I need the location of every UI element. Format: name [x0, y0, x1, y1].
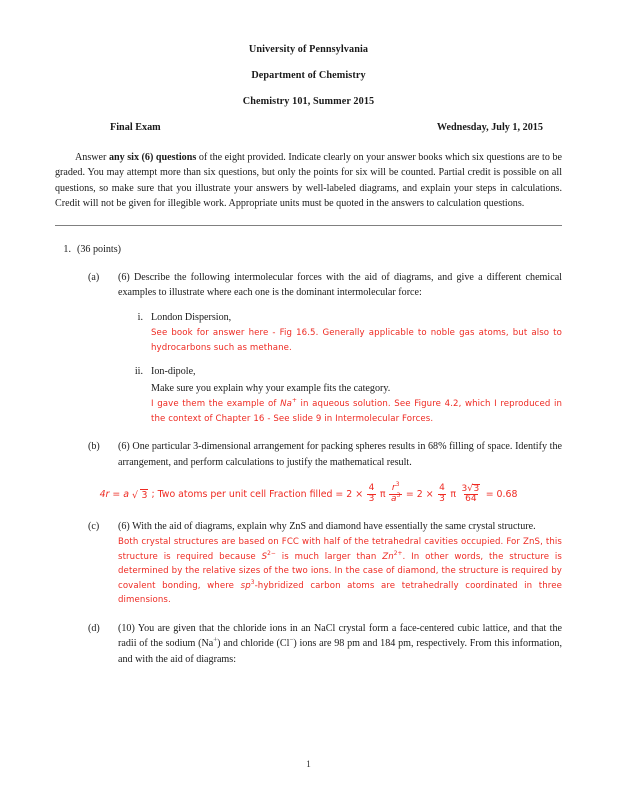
document-header [55, 44, 562, 138]
hybridization-exponent: 3 [250, 580, 255, 587]
eq-pi-2: π [450, 489, 456, 501]
part-a-subpart-i [118, 310, 562, 356]
zinc-ion-charge: 2+ [393, 550, 403, 557]
part-c-points: (6) [118, 520, 130, 532]
instructions-emphasis: any six (6) questions [108, 152, 197, 163]
question-block-1 [55, 242, 562, 668]
subpart-i-label: i. [137, 311, 143, 323]
eq-two-b: 2 [416, 489, 423, 501]
eq-f2-denominator [389, 491, 401, 505]
question-points: (36 points) [77, 243, 122, 255]
hybridization-symbol: sp [240, 580, 251, 591]
eq-4r: 4r [99, 489, 110, 501]
eq-f4-radicand: 3 [473, 484, 480, 495]
subpart-i-text: London Dispersion, [151, 311, 232, 323]
part-c-annotation-p1: Both crystal structures are based on FCC with half of the tetrahedral cavities occupied. For ZnS, this structure is required because [118, 537, 562, 562]
eq-a-exponent: 3 [396, 491, 401, 499]
header-divider-rule [55, 225, 562, 226]
eq-f1-numerator: 4 [368, 483, 375, 494]
eq-radicand-3: 3 [141, 490, 148, 502]
part-c-annotation-p4: -hybridized carbon atoms are tetrahedrally coordinated in three dimensions. [118, 580, 563, 606]
instructions-paragraph [55, 150, 562, 212]
eq-equals-2: = [335, 489, 344, 501]
eq-fraction-four-thirds-2 [438, 484, 447, 504]
eq-fraction-3root3-64 [460, 484, 482, 505]
part-c-annotation-p3: . In other words, the structure is determined by the relative sizes of the two ions. In the case of diamond, the structure is required by covalent bonding, where [118, 551, 562, 591]
chloride-charge-superscript: − [289, 637, 294, 645]
eq-equals-1: = [112, 489, 121, 501]
subpart-ii-label: ii. [134, 366, 143, 378]
question-number: 1. [63, 243, 71, 255]
exam-date: Wednesday, July 1, 2015 [436, 122, 543, 133]
eq-fraction-four-thirds-1 [367, 484, 376, 504]
part-d-text-mid: ) and chloride (Cl [217, 638, 290, 650]
course-title: Chemistry 101, Summer 2015 [242, 96, 375, 107]
eq-equals-4: = [485, 489, 494, 501]
eq-f4-radical-sign: √ [467, 484, 473, 495]
page-content [55, 44, 562, 667]
department-title: Department of Chemistry [251, 70, 366, 81]
exam-label: Final Exam [110, 122, 161, 133]
eq-equals-3: = [405, 489, 414, 501]
instructions-rest: of the eight provided. Indicate clearly on your answer books which six questions are to be graded. You may attempt more than six questions, but only the points for six will be counted. Partial credit is possible on all questions, so make sure that you illustrate your answers by well-labeled diagrams, and explain your steps in calculations. Credit will not be given for illegible work. Appropriate units must be quoted in the answers to calculation questions. [55, 152, 562, 210]
part-d-text-pre: You are given that the chloride ions in an NaCl crystal form a face-centered cubic lattice, and that the radii of the sodium (Na [118, 623, 562, 650]
sodium-charge-superscript: + [213, 637, 218, 645]
part-c-annotation [118, 535, 562, 608]
eq-radical-sign: √ [132, 489, 138, 501]
eq-a-symbol: a [390, 493, 397, 504]
part-b-points: (6) [118, 441, 130, 453]
eq-f3-numerator: 4 [439, 483, 445, 494]
eq-f4-denominator: 64 [465, 494, 477, 505]
part-c-annotation-p2: is much larger than [275, 551, 383, 562]
sodium-ion-charge: + [291, 398, 297, 405]
part-b-text: One particular 3-dimensional arrangement for packing spheres results in 68% filling of space. Identify the arrangement, and perform calculations to justify the mathematical result. [118, 441, 562, 468]
subpart-ii-note: Make sure you explain why your example fits the category. [151, 382, 391, 394]
instructions-lead: Answer [75, 152, 109, 163]
exam-meta-row [55, 122, 562, 138]
eq-f4-numerator [460, 484, 482, 495]
part-a-label: (a) [88, 272, 100, 284]
eq-f1-denominator: 3 [368, 493, 375, 504]
part-b-label: (b) [88, 441, 100, 453]
eq-r-exponent: 3 [395, 481, 400, 489]
part-b [55, 439, 562, 470]
question-number-row [55, 242, 562, 257]
part-d-label: (d) [88, 623, 100, 635]
eq-result-value: 0.68 [496, 489, 518, 501]
eq-f4-coefficient: 3 [461, 483, 468, 494]
part-d [55, 621, 562, 667]
part-c-label: (c) [88, 520, 100, 532]
subpart-ii-annotation [151, 397, 562, 426]
subpart-i-annotation: See book for answer here - Fig 16.5. Generally applicable to noble gas atoms, but also to hydrocarbons such as methane. [151, 328, 562, 353]
page-number: 1 [306, 760, 311, 770]
zinc-ion-symbol: Zn [382, 551, 394, 562]
packing-fraction-equation [55, 481, 562, 505]
eq-a: a [123, 489, 129, 501]
part-c-text: With the aid of diagrams, explain why ZnS and diamond have essentially the same crystal structure. [132, 520, 536, 532]
part-a-text: Describe the following intermolecular forces with the aid of diagrams, and give a different chemical examples to illustrate where each one is the dominant intermolecular force: [118, 272, 562, 299]
part-a-points: (6) [118, 272, 130, 284]
part-d-points: (10) [118, 623, 135, 635]
eq-fraction-filled-label: Fraction filled [269, 489, 333, 501]
eq-fraction-r3-a3 [389, 481, 401, 504]
sodium-ion-symbol: Na [280, 399, 292, 410]
subpart-ii-annotation-pre: I gave them the example of [151, 399, 281, 410]
subpart-ii-annotation-post: in aqueous solution. See Figure 4.2, which I reproduced in the context of Chapter 16 - See slide 9 in Intermolecular Forces. [151, 399, 563, 424]
part-a-subpart-ii [118, 364, 562, 426]
sulfide-ion-charge: 2− [267, 550, 276, 557]
eq-times-2: × [425, 489, 434, 501]
eq-pi-1: π [379, 489, 386, 501]
subpart-ii-text: Ion-dipole, [151, 366, 196, 378]
eq-two-a: 2 [346, 489, 353, 501]
eq-unit-cell-statement: Two atoms per unit cell [157, 489, 267, 501]
institution-title: University of Pennsylvania [248, 44, 369, 55]
eq-semicolon: ; [151, 489, 155, 501]
eq-f3-denominator: 3 [439, 493, 445, 504]
sulfide-ion-symbol: S [261, 551, 268, 562]
part-c [55, 519, 562, 608]
eq-r-symbol: r [391, 483, 396, 494]
part-a [55, 270, 562, 426]
eq-times-1: × [355, 489, 364, 501]
part-d-text-post: ) ions are 98 pm and 184 pm, respectively. From this information, and with the aid of diagrams: [118, 638, 562, 665]
